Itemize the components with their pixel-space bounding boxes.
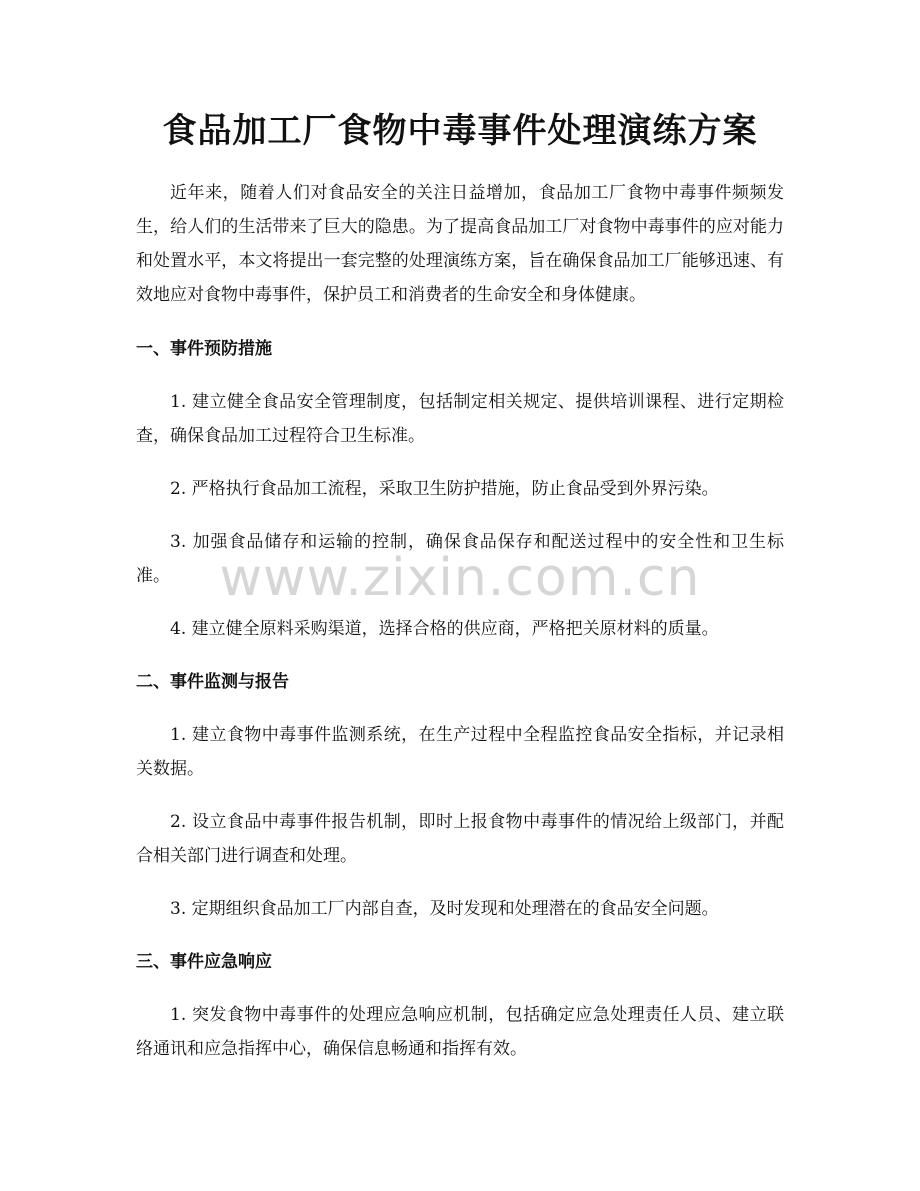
section-emergency-response <box>136 945 784 1066</box>
list-item: 3. 加强食品储存和运输的控制，确保食品保存和配送过程中的安全性和卫生标准。 <box>136 532 784 586</box>
list-item: 4. 建立健全原料采购渠道，选择合格的供应商，严格把关原材料的质量。 <box>170 619 719 639</box>
list-item: 2. 严格执行食品加工流程，采取卫生防护措施，防止食品受到外界污染。 <box>170 479 719 499</box>
list-item: 3. 定期组织食品加工厂内部自查，及时发现和处理潜在的食品安全问题。 <box>170 899 719 919</box>
list-item: 1. 建立食物中毒事件监测系统，在生产过程中全程监控食品安全指标，并记录相关数据。 <box>136 725 784 779</box>
intro-paragraph: 近年来，随着人们对食品安全的关注日益增加，食品加工厂食物中毒事件频频发生，给人们的生活带来了巨大的隐患。为了提高食品加工厂对食物中毒事件的应对能力和处置水平，本文将提出一套完整的处理演练方案，旨在确保食品加工厂能够迅速、有效地应对食物中毒事件，保护员工和消费者的生命安全和身体健康。 <box>136 183 784 305</box>
watermark: www.zixin.com.cn <box>219 548 701 608</box>
section-monitoring <box>136 665 784 926</box>
section-prevention <box>136 332 784 646</box>
list-item: 1. 突发食物中毒事件的处理应急响应机制，包括确定应急处理责任人员、建立联络通讯和应急指挥中心，确保信息畅通和指挥有效。 <box>136 1005 784 1059</box>
section-heading: 一、事件预防措施 <box>136 339 272 359</box>
list-item: 1. 建立健全食品安全管理制度，包括制定相关规定、提供培训课程、进行定期检查，确保食品加工过程符合卫生标准。 <box>136 392 784 446</box>
list-item: 2. 设立食品中毒事件报告机制，即时上报食物中毒事件的情况给上级部门，并配合相关部门进行调查和处理。 <box>136 812 784 866</box>
document-title: 食品加工厂食物中毒事件处理演练方案 <box>162 111 758 151</box>
section-heading: 三、事件应急响应 <box>136 952 272 972</box>
section-heading: 二、事件监测与报告 <box>136 672 289 692</box>
document-body <box>136 176 784 1085</box>
